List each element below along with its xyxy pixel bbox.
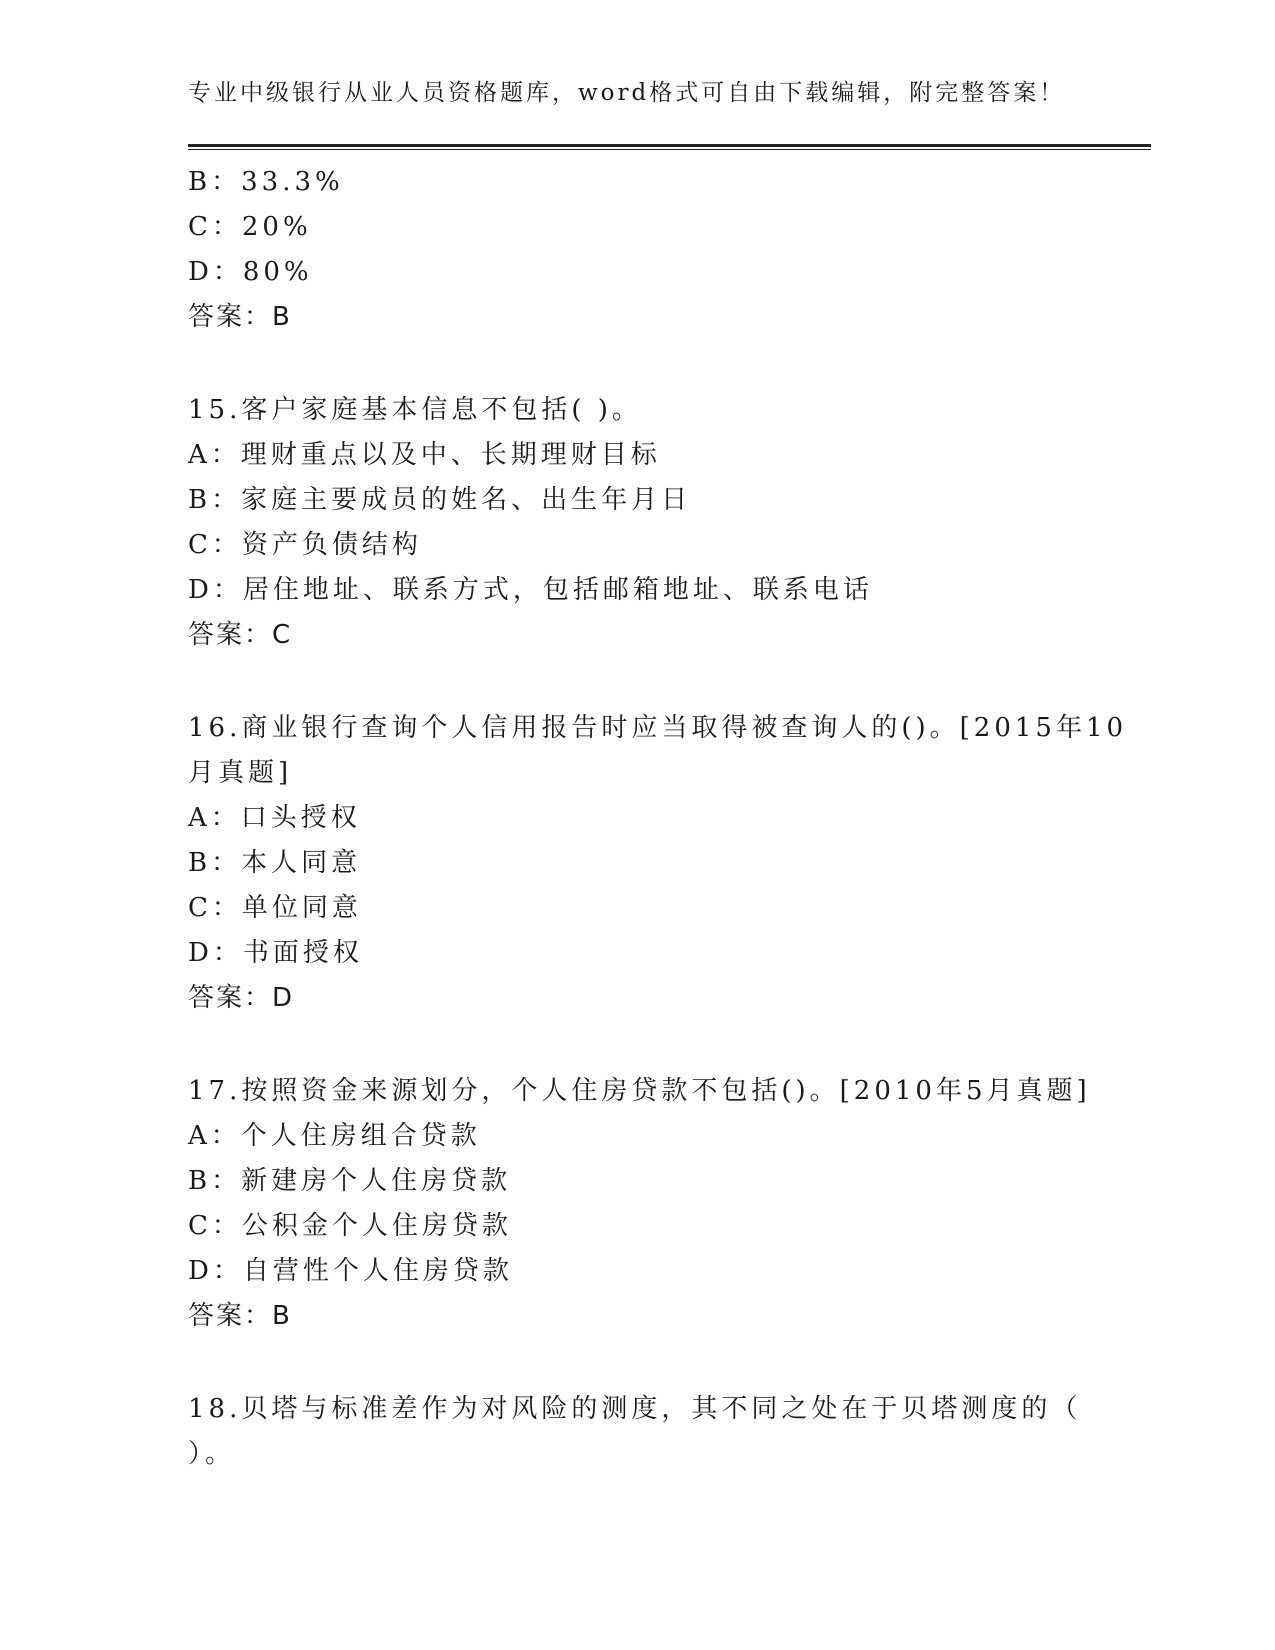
option-b: B：本人同意 xyxy=(188,848,362,878)
option-d: D：80% xyxy=(188,257,313,287)
question-15 xyxy=(188,388,1088,658)
question-text-line2: 月真题] xyxy=(188,758,293,788)
question-content xyxy=(188,160,1128,1477)
option-b: B：新建房个人住房贷款 xyxy=(188,1166,512,1196)
answer: 答案：B xyxy=(188,302,292,332)
option-a: A：口头授权 xyxy=(188,803,361,833)
option-d: D：书面授权 xyxy=(188,938,363,968)
question-17 xyxy=(188,1069,1091,1339)
question-text-line2: ）。 xyxy=(188,1439,236,1469)
question-16 xyxy=(188,706,1128,1021)
question-text-line1: 18.贝塔与标准差作为对风险的测度，其不同之处在于贝塔测度的（ xyxy=(188,1394,1082,1424)
option-b: B：33.3% xyxy=(188,167,344,197)
question-18 xyxy=(188,1387,1088,1477)
question-text: 17.按照资金来源划分，个人住房贷款不包括()。[2010年5月真题] xyxy=(188,1076,1091,1106)
option-c: C：资产负债结构 xyxy=(188,530,422,560)
option-c: C：20% xyxy=(188,212,312,242)
answer: 答案：C xyxy=(188,620,293,650)
option-d: D：居住地址、联系方式，包括邮箱地址、联系电话 xyxy=(188,575,873,605)
page-header: 专业中级银行从业人员资格题库，word格式可自由下载编辑，附完整答案！ xyxy=(188,80,1066,106)
question-text-line1: 16.商业银行查询个人信用报告时应当取得被查询人的()。[2015年10 xyxy=(188,713,1128,743)
answer: 答案：B xyxy=(188,1301,292,1331)
header-divider xyxy=(188,144,1151,150)
answer: 答案：D xyxy=(188,983,295,1013)
question-14-tail xyxy=(188,160,1088,340)
question-text: 15.客户家庭基本信息不包括( )。 xyxy=(188,395,642,425)
option-a: A：个人住房组合贷款 xyxy=(188,1121,481,1151)
option-d: D：自营性个人住房贷款 xyxy=(188,1256,513,1286)
option-a: A：理财重点以及中、长期理财目标 xyxy=(188,440,661,470)
option-b: B：家庭主要成员的姓名、出生年月日 xyxy=(188,485,692,515)
option-c: C：单位同意 xyxy=(188,893,362,923)
option-c: C：公积金个人住房贷款 xyxy=(188,1211,512,1241)
